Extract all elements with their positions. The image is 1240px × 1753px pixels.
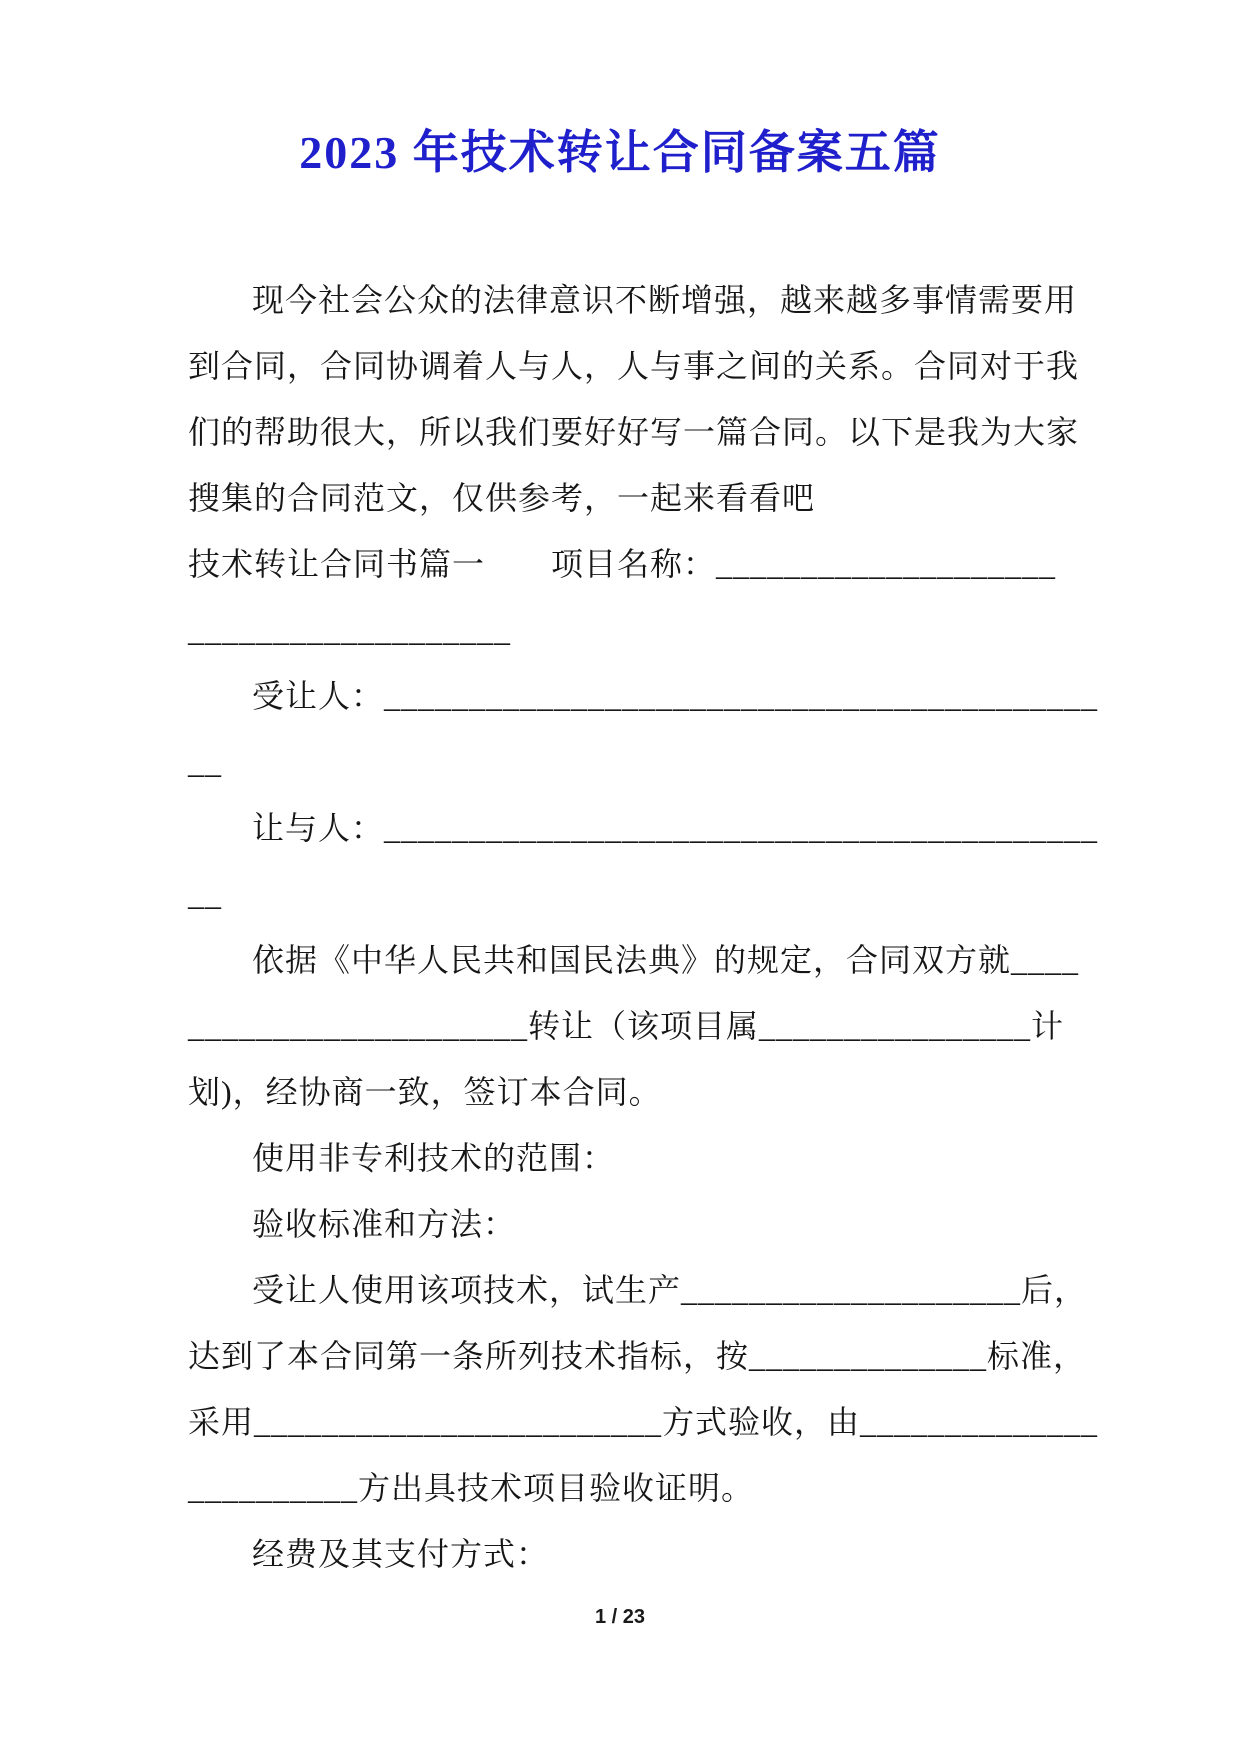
blank-continuation-line: __ bbox=[188, 744, 222, 780]
text-line: 受让人：__________________________________________ bbox=[252, 678, 1099, 714]
blank-continuation-line: ___________________ bbox=[188, 612, 511, 648]
text-line: 让与人：__________________________________________ bbox=[252, 810, 1099, 846]
page-number: 1 / 23 bbox=[594, 1606, 646, 1628]
blank-continuation-line: __ bbox=[188, 876, 222, 912]
text-line: 搜集的合同范文，仅供参考，一起来看看吧 bbox=[188, 480, 816, 516]
text-line: ____________________转让（该项目属________________计 bbox=[188, 1008, 1065, 1044]
text-line: 到合同，合同协调着人与人，人与事之间的关系。合同对于我 bbox=[188, 348, 1080, 384]
text-line: 划)，经协商一致，签订本合同。 bbox=[188, 1074, 662, 1110]
text-line: 依据《中华人民共和国民法典》的规定，合同双方就____ bbox=[252, 942, 1080, 978]
text-line: 们的帮助很大，所以我们要好好写一篇合同。以下是我为大家 bbox=[188, 414, 1080, 450]
text-line: 使用非专利技术的范围： bbox=[252, 1140, 616, 1176]
text-line: 受让人使用该项技术，试生产____________________后， bbox=[252, 1272, 1088, 1308]
text-line: 达到了本合同第一条所列技术指标，按______________标准， bbox=[188, 1338, 1087, 1374]
document-body bbox=[188, 267, 1099, 1587]
text-line: 经费及其支付方式： bbox=[252, 1536, 550, 1572]
text-line: 现今社会公众的法律意识不断增强，越来越多事情需要用 bbox=[252, 282, 1078, 318]
text-line: 验收标准和方法： bbox=[252, 1206, 517, 1242]
text-line: 技术转让合同书篇一 项目名称：____________________ bbox=[188, 546, 1057, 582]
document-title: 2023 年技术转让合同备案五篇 bbox=[299, 127, 941, 178]
text-line: __________方出具技术项目验收证明。 bbox=[188, 1470, 755, 1506]
text-line: 采用________________________方式验收，由______________ bbox=[188, 1404, 1099, 1440]
